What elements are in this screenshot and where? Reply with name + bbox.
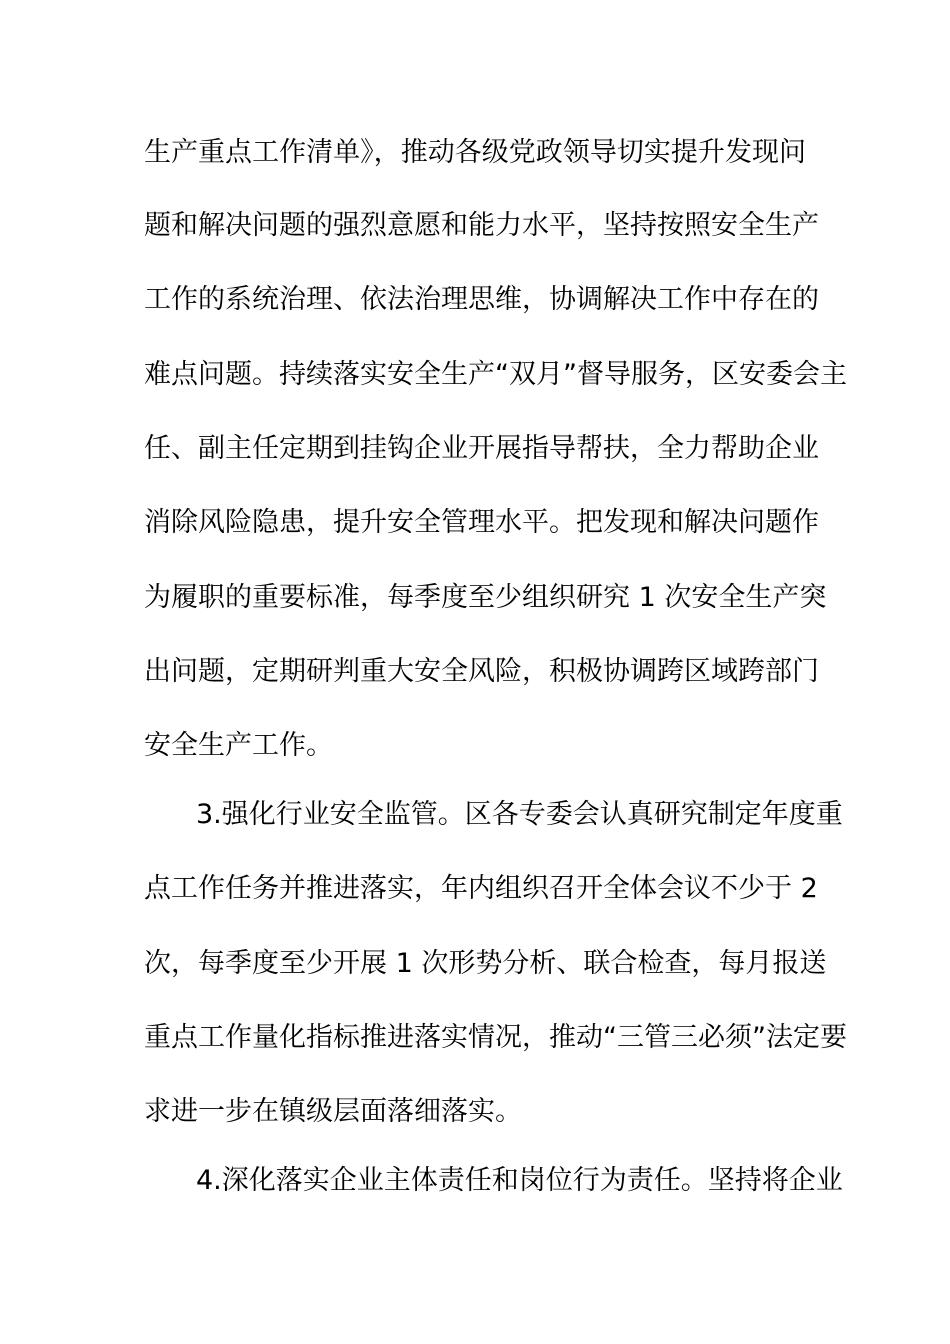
paragraph-4-heading-line: 4.深化落实企业主体责任和岗位行为责任。坚持将企业 bbox=[196, 1165, 843, 1196]
text-line-1: 生产重点工作清单》，推动各级党政领导切实提升发现问 bbox=[144, 137, 806, 168]
text-line-6: 消除风险隐患，提升安全管理水平。把发现和解决问题作 bbox=[144, 507, 819, 538]
text-line-12: 次，每季度至少开展 1 次形势分析、联合检查，每月报送 bbox=[144, 948, 827, 979]
text-line-9: 安全生产工作。 bbox=[144, 730, 333, 761]
text-line-13: 重点工作量化指标推进落实情况，推动“三管三必须”法定要 bbox=[144, 1022, 847, 1053]
text-line-4: 难点问题。持续落实安全生产“双月”督导服务，区安委会主 bbox=[144, 359, 847, 390]
text-line-8: 出问题，定期研判重大安全风险，积极协调跨区域跨部门 bbox=[144, 656, 819, 687]
text-line-11: 点工作任务并推进落实，年内组织召开全体会议不少于 2 bbox=[144, 873, 818, 904]
text-line-7: 为履职的重要标准，每季度至少组织研究 1 次安全生产突 bbox=[144, 582, 827, 613]
text-line-2: 题和解决问题的强烈意愿和能力水平，坚持按照安全生产 bbox=[144, 210, 819, 241]
text-line-3: 工作的系统治理、依法治理思维，协调解决工作中存在的 bbox=[144, 284, 819, 315]
text-line-5: 任、副主任定期到挂钩企业开展指导帮扶，全力帮助企业 bbox=[144, 433, 819, 464]
paragraph-3-heading-line: 3.强化行业安全监管。区各专委会认真研究制定年度重 bbox=[196, 799, 843, 830]
text-line-14: 求进一步在镇级层面落细落实。 bbox=[144, 1096, 522, 1127]
